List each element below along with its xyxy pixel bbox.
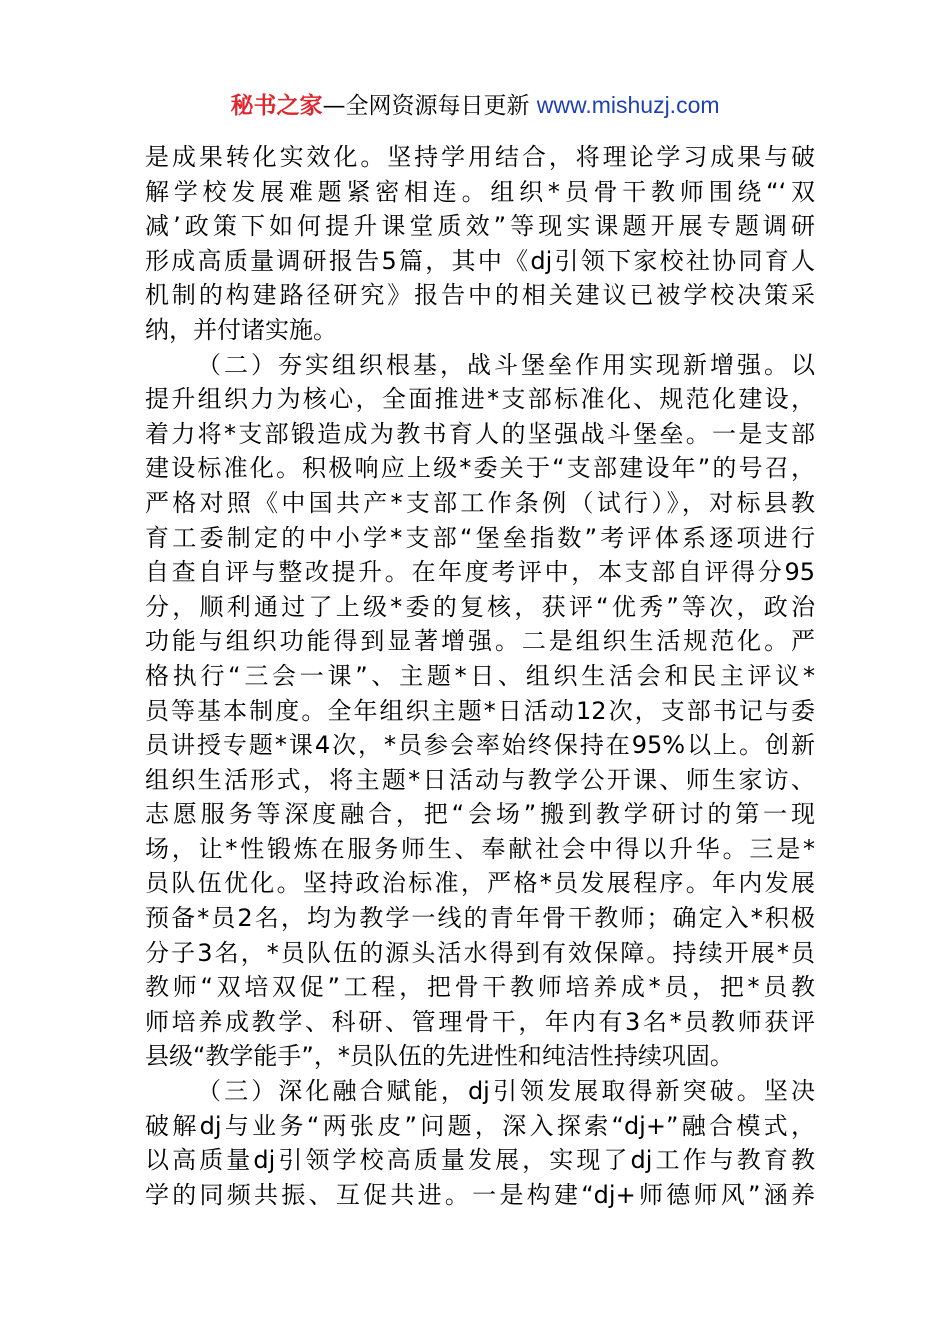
text-line: 严格对照《中国共产*支部工作条例（试行）》，对标县教: [145, 488, 815, 517]
brand-name: 秘书之家: [230, 93, 323, 119]
text-line: 员讲授专题*课4次，*员参会率始终保持在95%以上。创新: [145, 731, 815, 760]
text-line: 以高质量dj引领学校高质量发展，实现了dj工作与教育教: [145, 1146, 815, 1175]
text-line: 是成果转化实效化。坚持学用结合，将理论学习成果与破: [145, 143, 815, 171]
text-line: 提升组织力为核心，全面推进*支部标准化、规范化建设，: [145, 385, 815, 414]
text-line: 预备*员2名，均为教学一线的青年骨干教师；确定入*积极: [145, 904, 815, 933]
text-line: 学的同频共振、互促共进。一是构建“dj+师德师风”涵养: [145, 1180, 815, 1209]
text-line: 自查自评与整改提升。在年度考评中，本支部自评得分95: [145, 558, 815, 587]
text-line: 机制的构建路径研究》报告中的相关建议已被学校决策采: [145, 281, 815, 310]
text-line: 分，顺利通过了上级*委的复核，获评“优秀”等次，政治: [145, 592, 815, 621]
text-line: 功能与组织功能得到显著增强。二是组织生活规范化。严: [145, 627, 815, 656]
text-line: 着力将*支部锻造成为教书育人的坚强战斗堡垒。一是支部: [145, 419, 815, 448]
text-line: 形成高质量调研报告5篇，其中《dj引领下家校社协同育人: [145, 246, 815, 275]
site-header: [0, 88, 950, 123]
text-line: 格执行“三会一课”、主题*日、组织生活会和民主评议*: [145, 661, 815, 690]
text-line: 组织生活形式，将主题*日活动与教学公开课、师生家访、: [145, 765, 815, 794]
section-heading-line: （二）夯实组织根基，战斗堡垒作用实现新增强。以: [197, 350, 815, 379]
text-line: 场，让*性锻炼在服务师生、奉献社会中得以升华。三是*: [145, 834, 815, 863]
site-url-link[interactable]: www.mishuzj.com: [536, 92, 720, 118]
text-line: 教师“双培双促”工程，把骨干教师培养成*员，把*员教: [145, 973, 815, 1002]
text-line: 减’政策下如何提升课堂质效”等现实课题开展专题调研: [145, 212, 815, 241]
text-line: 志愿服务等深度融合，把“会场”搬到教学研讨的第一现: [145, 800, 815, 829]
text-line: 纳，并付诸实施。: [145, 315, 337, 344]
text-line: 员等基本制度。全年组织主题*日活动12次，支部书记与委: [145, 696, 815, 725]
text-line: 建设标准化。积极响应上级*委关于“支部建设年”的号召，: [145, 454, 815, 483]
text-line: 师培养成教学、科研、管理骨干，年内有3名*员教师获评: [145, 1007, 815, 1036]
text-line: 破解dj与业务“两张皮”问题，深入探索“dj+”融合模式，: [145, 1111, 815, 1140]
text-line: 育工委制定的中小学*支部“堡垒指数”考评体系逐项进行: [145, 523, 815, 552]
header-tagline: —全网资源每日更新: [322, 93, 537, 119]
text-line: 分子3名，*员队伍的源头活水得到有效保障。持续开展*员: [145, 938, 815, 967]
text-line: 解学校发展难题紧密相连。组织*员骨干教师围绕“‘双: [145, 177, 815, 206]
section-heading-line: （三）深化融合赋能，dj引领发展取得新突破。坚决: [197, 1077, 815, 1106]
document-body: [145, 140, 815, 1212]
text-line: 员队伍优化。坚持政治标准，严格*员发展程序。年内发展: [145, 869, 815, 898]
text-line: 县级“教学能手”，*员队伍的先进性和纯洁性持续巩固。: [145, 1042, 734, 1071]
